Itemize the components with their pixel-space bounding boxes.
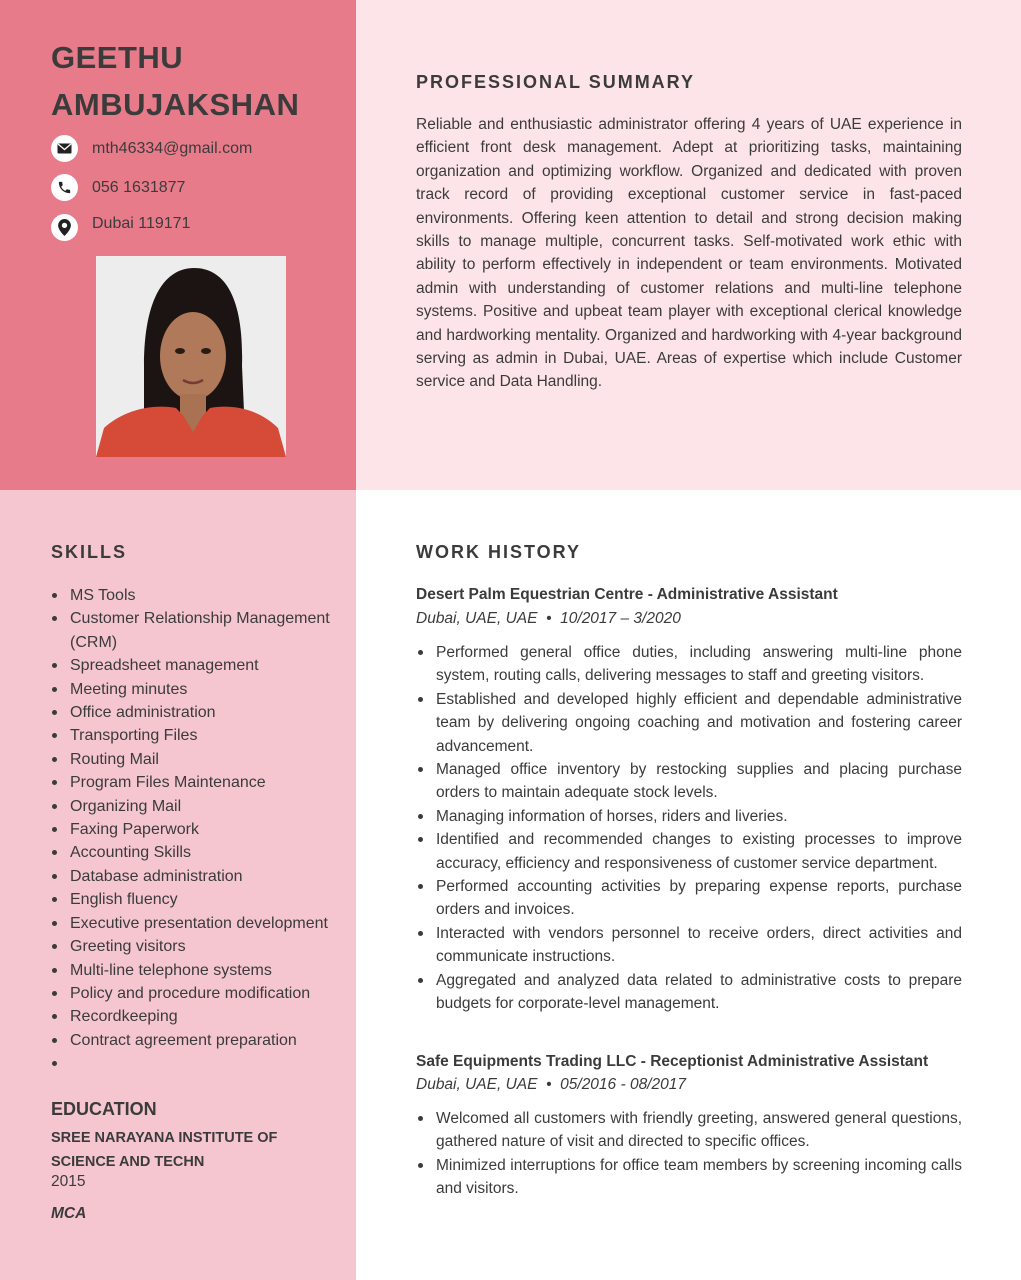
skill-item: Policy and procedure modification — [51, 982, 351, 1005]
skill-item: MS Tools — [51, 584, 351, 607]
job-dates: 05/2016 - 08/2017 — [560, 1076, 686, 1093]
candidate-name — [51, 34, 299, 128]
job-duty: Welcomed all customers with friendly greeting, answered general questions, gathered nature of visit and directed to specific offices. — [416, 1107, 962, 1154]
last-name: AMBUJAKSHAN — [51, 87, 300, 122]
skill-item: Transporting Files — [51, 724, 351, 747]
skill-item: Database administration — [51, 865, 351, 888]
skill-item: Office administration — [51, 701, 351, 724]
job-duty: Interacted with vendors personnel to receive orders, direct activities and communicate instructions. — [416, 922, 962, 969]
email-text[interactable]: mth46334@gmail.com — [92, 139, 253, 157]
job-meta — [416, 1076, 686, 1094]
skill-item: Spreadsheet management — [51, 654, 351, 677]
location-text: Dubai 119171 — [92, 214, 191, 232]
skill-item: Executive presentation development — [51, 912, 351, 935]
meta-separator: • — [541, 1076, 556, 1093]
education-heading: EDUCATION — [51, 1099, 157, 1119]
skill-item: Accounting Skills — [51, 841, 351, 864]
phone-icon — [51, 174, 78, 201]
skill-item: English fluency — [51, 888, 351, 911]
skill-item: Multi-line telephone systems — [51, 959, 351, 982]
skill-item: Recordkeeping — [51, 1005, 351, 1028]
skill-item-empty — [51, 1052, 351, 1075]
job-title: Safe Equipments Trading LLC - Receptionist Administrative Assistant — [416, 1053, 929, 1070]
skill-item: Faxing Paperwork — [51, 818, 351, 841]
contact-phone — [51, 174, 185, 201]
skills-heading: SKILLS — [51, 542, 128, 562]
job-dates: 10/2017 – 3/2020 — [560, 610, 681, 627]
skill-item: Contract agreement preparation — [51, 1029, 351, 1052]
contact-location — [51, 214, 190, 241]
skill-item: Organizing Mail — [51, 795, 351, 818]
job-duty: Established and developed highly efficient and dependable administrative team by delivering ongoing coaching and motivation and fostering career advancement. — [416, 688, 962, 758]
skill-item: Meeting minutes — [51, 678, 351, 701]
skill-item: Customer Relationship Management (CRM) — [51, 607, 351, 654]
job-title: Desert Palm Equestrian Centre - Administrative Assistant — [416, 586, 838, 603]
education-school: SREE NARAYANA INSTITUTE OF SCIENCE AND TECHN — [51, 1130, 278, 1170]
job-duty: Identified and recommended changes to existing processes to improve accuracy, efficiency and responsiveness of customer service department. — [416, 828, 962, 875]
skills-list — [51, 584, 351, 1075]
meta-separator: • — [541, 610, 556, 627]
job-duty: Managed office inventory by restocking supplies and placing purchase orders to maintain adequate stock levels. — [416, 758, 962, 805]
job-duty: Managing information of horses, riders and liveries. — [416, 805, 962, 828]
work-heading: WORK HISTORY — [416, 542, 582, 562]
job-duties-list — [416, 1107, 962, 1201]
phone-text: 056 1631877 — [92, 178, 186, 196]
job-place: Dubai, UAE, UAE — [416, 1076, 538, 1093]
job-duties-list — [416, 641, 962, 1016]
profile-photo — [96, 256, 286, 457]
job-duty: Minimized interruptions for office team members by screening incoming calls and visitors. — [416, 1154, 962, 1201]
summary-text: Reliable and enthusiastic administrator offering 4 years of UAE experience in efficient front desk management. Adept at prioritizing tasks, maintaining organization and optimizing workflow. Organized and dedicated with proven track record of providing exceptional customer service in fast-paced environments. Offering keen attention to detail and strong decision making skills to manage multiple, concurrent tasks. Self-motivated work ethic with ability to perform effectively in independent or team environments. Motivated admin with understanding of customer relations and multi-line telephone systems. Positive and upbeat team player with exceptional clerical knowledge and hardworking mentality. Organized and hardworking with 4-year background serving as admin in Dubai, UAE. Areas of expertise which include Customer service and Data Handling. — [416, 116, 962, 391]
education-year: 2015 — [51, 1173, 86, 1190]
skill-item: Routing Mail — [51, 748, 351, 771]
location-pin-icon — [51, 214, 78, 241]
education-degree: MCA — [51, 1205, 87, 1222]
skill-item: Greeting visitors — [51, 935, 351, 958]
job-duty: Aggregated and analyzed data related to administrative costs to prepare budgets for corporate-level management. — [416, 969, 962, 1016]
job-meta — [416, 610, 681, 628]
email-icon — [51, 135, 78, 162]
skill-item: Program Files Maintenance — [51, 771, 351, 794]
job-place: Dubai, UAE, UAE — [416, 610, 538, 627]
first-name: GEETHU — [51, 40, 184, 75]
job-duty: Performed general office duties, including answering multi-line phone system, routing calls, delivering messages to staff and greeting visitors. — [416, 641, 962, 688]
job-duty: Performed accounting activities by preparing expense reports, purchase orders and invoices. — [416, 875, 962, 922]
summary-heading: PROFESSIONAL SUMMARY — [416, 72, 696, 92]
contact-email — [51, 135, 252, 162]
